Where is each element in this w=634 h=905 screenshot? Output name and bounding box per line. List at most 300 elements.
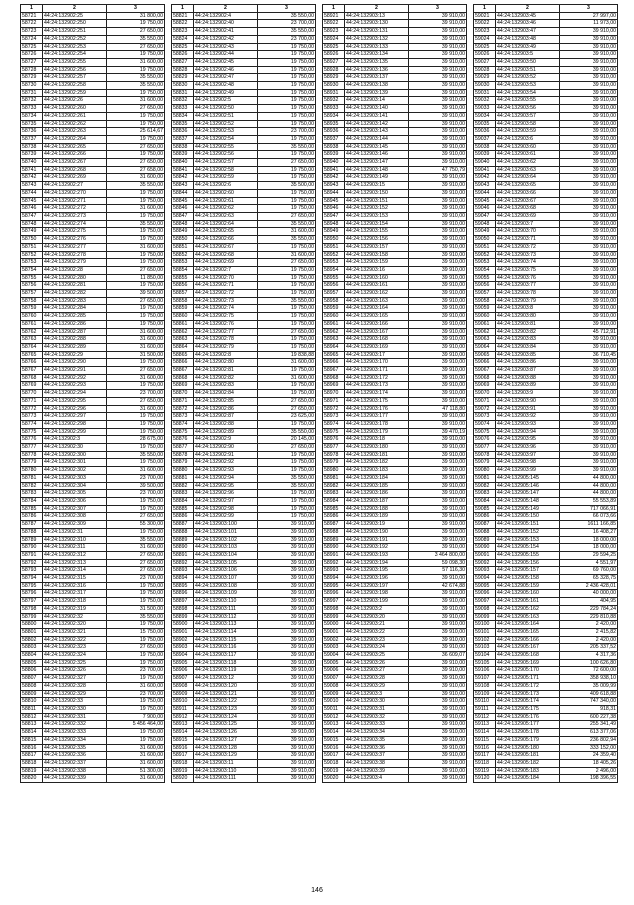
row-number-cell: 58935	[323, 120, 345, 128]
amount-cell: 19 750,00	[258, 382, 316, 390]
table-row	[172, 20, 316, 28]
table-row	[21, 228, 165, 236]
row-number-cell: 58920	[172, 775, 194, 783]
amount-cell: 39 910,00	[409, 590, 467, 598]
amount-cell: 39 910,00	[409, 135, 467, 143]
amount-cell: 3 464 800,00	[409, 551, 467, 559]
amount-cell: 39 910,00	[409, 659, 467, 667]
amount-cell: 229 810,88	[560, 613, 618, 621]
cadastral-number-cell: 44:24:132905:159	[496, 582, 560, 590]
column-header: 2	[43, 5, 107, 13]
row-number-cell: 58731	[21, 89, 43, 97]
table-row	[172, 698, 316, 706]
cadastral-number-cell: 44:24:132903:178	[345, 420, 409, 428]
cadastral-number-cell: 44:24:132902:254	[43, 51, 107, 59]
amount-cell: 35 550,00	[258, 220, 316, 228]
row-number-cell: 58993	[323, 567, 345, 575]
row-number-cell: 59017	[323, 752, 345, 760]
amount-cell: 31 600,00	[107, 759, 165, 767]
row-number-cell: 58741	[21, 166, 43, 174]
table-row	[474, 105, 618, 113]
cadastral-number-cell: 44:24:132902:277	[43, 243, 107, 251]
table-row	[172, 590, 316, 598]
row-number-cell: 58925	[323, 43, 345, 51]
table-row	[21, 490, 165, 498]
cadastral-number-cell: 44:24:132902:53	[194, 128, 258, 136]
table-row	[21, 297, 165, 305]
table-row	[474, 282, 618, 290]
row-number-cell: 59072	[474, 405, 496, 413]
cadastral-number-cell: 44:24:132902:7	[194, 266, 258, 274]
amount-cell: 72 600,00	[560, 667, 618, 675]
cadastral-number-cell: 44:24:132903:95	[496, 436, 560, 444]
table-row	[21, 397, 165, 405]
table-row	[21, 159, 165, 167]
cadastral-number-cell: 44:24:132905:151	[496, 521, 560, 529]
row-number-cell: 58791	[21, 551, 43, 559]
amount-cell: 27 650,00	[107, 43, 165, 51]
amount-cell: 19 750,00	[107, 151, 165, 159]
amount-cell: 39 910,00	[409, 305, 467, 313]
amount-cell: 39 910,00	[560, 436, 618, 444]
table-row	[21, 667, 165, 675]
amount-cell: 19 750,00	[258, 367, 316, 375]
table-row	[172, 705, 316, 713]
amount-cell: 36 609,07	[409, 652, 467, 660]
row-number-cell: 58845	[172, 197, 194, 205]
amount-cell: 333 152,00	[560, 744, 618, 752]
cadastral-number-cell: 44:24:132905:165	[496, 628, 560, 636]
cadastral-number-cell: 44:24:132902:25	[43, 12, 107, 20]
amount-cell: 19 750,00	[107, 659, 165, 667]
cadastral-number-cell: 44:24:132903:132	[345, 35, 409, 43]
row-number-cell: 58901	[172, 628, 194, 636]
row-number-cell: 58730	[21, 82, 43, 90]
amount-cell: 19 750,00	[107, 305, 165, 313]
amount-cell: 27 650,00	[107, 397, 165, 405]
amount-cell: 31 600,00	[107, 328, 165, 336]
row-number-cell: 58781	[21, 474, 43, 482]
row-number-cell: 59092	[474, 559, 496, 567]
table-row	[172, 690, 316, 698]
row-number-cell: 59012	[323, 713, 345, 721]
amount-cell: 39 910,00	[409, 613, 467, 621]
cadastral-number-cell: 44:24:132903:173	[345, 382, 409, 390]
table-row	[172, 58, 316, 66]
row-number-cell: 59028	[474, 66, 496, 74]
amount-cell: 39 910,00	[560, 359, 618, 367]
cadastral-number-cell: 44:24:132903:66	[496, 189, 560, 197]
amount-cell: 19 750,00	[107, 528, 165, 536]
amount-cell: 39 910,00	[560, 51, 618, 59]
amount-cell: 918,31	[560, 705, 618, 713]
row-number-cell: 59088	[474, 528, 496, 536]
amount-cell: 39 910,00	[409, 482, 467, 490]
table-row	[21, 251, 165, 259]
amount-cell: 19 750,00	[258, 205, 316, 213]
cadastral-number-cell: 44:24:132903:94	[496, 428, 560, 436]
table-row	[172, 82, 316, 90]
amount-cell: 27 650,00	[107, 297, 165, 305]
table-row	[172, 652, 316, 660]
cadastral-number-cell: 44:24:132903:83	[496, 336, 560, 344]
cadastral-number-cell: 44:24:132905:173	[496, 690, 560, 698]
cadastral-number-cell: 44:24:132902:314	[43, 567, 107, 575]
amount-cell: 39 910,00	[560, 382, 618, 390]
table-row	[323, 290, 467, 298]
cadastral-number-cell: 44:24:132903:155	[345, 228, 409, 236]
table-row	[474, 482, 618, 490]
row-number-cell: 58769	[21, 382, 43, 390]
row-number-cell: 58954	[323, 266, 345, 274]
row-number-cell: 58775	[21, 428, 43, 436]
row-number-cell: 58835	[172, 120, 194, 128]
row-number-cell: 58846	[172, 205, 194, 213]
row-number-cell: 58790	[21, 544, 43, 552]
table-row	[323, 759, 467, 767]
cadastral-number-cell: 44:24:132902:32	[43, 613, 107, 621]
table-row	[474, 128, 618, 136]
amount-cell: 39 910,00	[560, 82, 618, 90]
amount-cell: 2 415,82	[560, 628, 618, 636]
cadastral-number-cell: 44:24:132902:85	[194, 397, 258, 405]
cadastral-number-cell: 44:24:132903:98	[496, 459, 560, 467]
cadastral-number-cell: 44:24:132903:141	[345, 112, 409, 120]
amount-cell: 36 710,45	[560, 351, 618, 359]
cadastral-number-cell: 44:24:132902:66	[194, 236, 258, 244]
cadastral-number-cell: 44:24:132903:180	[345, 444, 409, 452]
table-row	[21, 521, 165, 529]
amount-cell: 39 910,00	[409, 128, 467, 136]
row-number-cell: 58997	[323, 598, 345, 606]
row-number-cell: 58953	[323, 259, 345, 267]
amount-cell: 39 910,00	[258, 544, 316, 552]
row-number-cell: 58951	[323, 243, 345, 251]
cadastral-number-cell: 44:24:132903:58	[496, 120, 560, 128]
row-number-cell: 58820	[21, 775, 43, 783]
cadastral-number-cell: 44:24:132903:30	[345, 698, 409, 706]
cadastral-number-cell: 44:24:132903:49	[496, 43, 560, 51]
amount-cell: 35 009,99	[560, 682, 618, 690]
row-number-cell: 58916	[172, 744, 194, 752]
row-number-cell: 58931	[323, 89, 345, 97]
row-number-cell: 58864	[172, 343, 194, 351]
table-row	[323, 143, 467, 151]
amount-cell: 35 550,00	[107, 536, 165, 544]
cadastral-number-cell: 44:24:132902:279	[43, 259, 107, 267]
cadastral-number-cell: 44:24:132903:25	[345, 652, 409, 660]
cadastral-number-cell: 44:24:132903:75	[496, 266, 560, 274]
table-row	[323, 151, 467, 159]
row-number-cell: 59047	[474, 212, 496, 220]
amount-cell: 39 910,00	[409, 320, 467, 328]
cadastral-number-cell: 44:24:132903:135	[345, 58, 409, 66]
table-row	[474, 752, 618, 760]
cadastral-number-cell: 44:24:132902:62	[194, 205, 258, 213]
cadastral-number-cell: 44:24:132903:71	[496, 236, 560, 244]
table-row	[474, 775, 618, 783]
cadastral-number-cell: 44:24:132905:150	[496, 513, 560, 521]
table-row	[474, 436, 618, 444]
amount-cell: 27 997,00	[560, 12, 618, 20]
cadastral-number-cell: 44:24:132905:146	[496, 482, 560, 490]
row-number-cell: 58776	[21, 436, 43, 444]
row-number-cell: 58803	[21, 644, 43, 652]
row-number-cell: 58982	[323, 482, 345, 490]
cadastral-number-cell: 44:24:132903:59	[496, 128, 560, 136]
amount-cell: 39 910,00	[409, 259, 467, 267]
row-number-cell: 58836	[172, 128, 194, 136]
table-row	[323, 243, 467, 251]
row-number-cell: 59052	[474, 251, 496, 259]
table-row	[172, 282, 316, 290]
row-number-cell: 58952	[323, 251, 345, 259]
row-number-cell: 58749	[21, 228, 43, 236]
cadastral-number-cell: 44:24:132902:263	[43, 128, 107, 136]
table-row	[323, 459, 467, 467]
table-row	[21, 343, 165, 351]
amount-cell: 39 910,00	[560, 97, 618, 105]
row-number-cell: 58754	[21, 266, 43, 274]
table-row	[21, 613, 165, 621]
row-number-cell: 58745	[21, 197, 43, 205]
amount-cell: 19 750,00	[258, 174, 316, 182]
amount-cell: 39 910,00	[409, 313, 467, 321]
table-row	[323, 390, 467, 398]
row-number-cell: 58908	[172, 682, 194, 690]
row-number-cell: 58830	[172, 82, 194, 90]
amount-cell: 39 910,00	[560, 151, 618, 159]
cadastral-number-cell: 44:24:132903:89	[496, 382, 560, 390]
cadastral-number-cell: 44:24:132902:295	[43, 397, 107, 405]
cadastral-number-cell: 44:24:132902:307	[43, 505, 107, 513]
row-number-cell: 59075	[474, 428, 496, 436]
table-row	[21, 628, 165, 636]
cadastral-number-cell: 44:24:132902:80	[194, 359, 258, 367]
row-number-cell: 58801	[21, 628, 43, 636]
cadastral-number-cell: 44:24:132903:79	[496, 297, 560, 305]
table-row	[21, 413, 165, 421]
cadastral-number-cell: 44:24:132903:22	[345, 628, 409, 636]
cadastral-number-cell: 44:24:132903:175	[345, 397, 409, 405]
row-number-cell: 59080	[474, 467, 496, 475]
table-row	[21, 675, 165, 683]
cadastral-number-cell: 44:24:132902:74	[194, 305, 258, 313]
row-number-cell: 59016	[323, 744, 345, 752]
row-number-cell: 58739	[21, 151, 43, 159]
cadastral-number-cell: 44:24:132903:172	[345, 374, 409, 382]
amount-cell: 19 750,00	[107, 621, 165, 629]
amount-cell: 27 650,00	[258, 328, 316, 336]
amount-cell: 39 910,00	[560, 74, 618, 82]
cadastral-number-cell: 44:24:132902:265	[43, 143, 107, 151]
row-number-cell: 58869	[172, 382, 194, 390]
table-row	[474, 575, 618, 583]
amount-cell: 19 750,00	[107, 698, 165, 706]
row-number-cell: 59115	[474, 736, 496, 744]
table-row	[323, 343, 467, 351]
row-number-cell: 59073	[474, 413, 496, 421]
table-row	[323, 58, 467, 66]
cadastral-number-cell: 44:24:132903:152	[345, 205, 409, 213]
amount-cell: 39 910,00	[409, 382, 467, 390]
table-row	[172, 259, 316, 267]
table-row	[21, 166, 165, 174]
row-number-cell: 59027	[474, 58, 496, 66]
amount-cell: 19 750,00	[107, 20, 165, 28]
amount-cell: 39 910,00	[258, 698, 316, 706]
cadastral-number-cell: 44:24:132905:152	[496, 528, 560, 536]
table-row	[21, 243, 165, 251]
amount-cell: 7 900,00	[107, 713, 165, 721]
amount-cell: 39 910,00	[409, 182, 467, 190]
row-number-cell: 58987	[323, 521, 345, 529]
amount-cell: 31 600,00	[107, 97, 165, 105]
cadastral-number-cell: 44:24:132905:160	[496, 590, 560, 598]
row-number-cell: 58890	[172, 544, 194, 552]
row-number-cell: 58888	[172, 528, 194, 536]
amount-cell: 39 910,00	[409, 767, 467, 775]
amount-cell: 39 910,00	[409, 744, 467, 752]
cadastral-number-cell: 44:24:132905:157	[496, 567, 560, 575]
amount-cell: 39 910,00	[560, 182, 618, 190]
cadastral-number-cell: 44:24:132902:47	[194, 74, 258, 82]
table-row	[172, 536, 316, 544]
cadastral-number-cell: 44:24:132902:334	[43, 736, 107, 744]
amount-cell: 39 910,00	[409, 228, 467, 236]
table-row	[21, 105, 165, 113]
amount-cell: 65 328,75	[560, 575, 618, 583]
cadastral-number-cell: 44:24:132903:12	[194, 675, 258, 683]
amount-cell: 27 650,00	[107, 567, 165, 575]
cadastral-number-cell: 44:24:132902:300	[43, 451, 107, 459]
row-number-cell: 58799	[21, 613, 43, 621]
row-number-cell: 58843	[172, 182, 194, 190]
cadastral-number-cell: 44:24:132903:99	[496, 467, 560, 475]
table-row	[474, 120, 618, 128]
row-number-cell: 58853	[172, 259, 194, 267]
table-row	[474, 721, 618, 729]
row-number-cell: 59045	[474, 197, 496, 205]
table-row	[172, 775, 316, 783]
row-number-cell: 59039	[474, 151, 496, 159]
table-row	[172, 551, 316, 559]
row-number-cell: 58971	[323, 397, 345, 405]
row-number-cell: 59084	[474, 498, 496, 506]
amount-cell: 205 337,52	[560, 644, 618, 652]
table-row	[21, 575, 165, 583]
table-row	[474, 174, 618, 182]
amount-cell: 69 760,00	[560, 567, 618, 575]
table-row	[172, 351, 316, 359]
table-row	[172, 336, 316, 344]
amount-cell: 39 910,00	[560, 66, 618, 74]
table-row	[474, 644, 618, 652]
row-number-cell: 59095	[474, 582, 496, 590]
row-number-cell: 58991	[323, 551, 345, 559]
cadastral-number-cell: 44:24:132902:321	[43, 628, 107, 636]
cadastral-number-cell: 44:24:132903:17	[345, 351, 409, 359]
row-number-cell: 58893	[172, 567, 194, 575]
cadastral-number-cell: 44:24:132902:81	[194, 367, 258, 375]
cadastral-number-cell: 44:24:132902:50	[194, 105, 258, 113]
row-number-cell: 58881	[172, 474, 194, 482]
table-row	[172, 575, 316, 583]
row-number-cell: 58733	[21, 105, 43, 113]
row-number-cell: 58797	[21, 598, 43, 606]
amount-cell: 39 910,00	[409, 374, 467, 382]
cadastral-number-cell: 44:24:132903:91	[496, 405, 560, 413]
cadastral-number-cell: 44:24:132905:154	[496, 544, 560, 552]
table-row	[172, 729, 316, 737]
amount-cell: 11 850,00	[107, 274, 165, 282]
amount-cell: 19 750,00	[107, 444, 165, 452]
cadastral-number-cell: 44:24:132903:193	[345, 551, 409, 559]
table-row	[172, 343, 316, 351]
row-number-cell: 58752	[21, 251, 43, 259]
row-number-cell: 59118	[474, 759, 496, 767]
row-number-cell: 58743	[21, 182, 43, 190]
table-row	[21, 513, 165, 521]
row-number-cell: 58763	[21, 336, 43, 344]
row-number-cell: 59040	[474, 159, 496, 167]
table-row	[21, 428, 165, 436]
cadastral-number-cell: 44:24:132902:333	[43, 729, 107, 737]
amount-cell: 11 973,00	[560, 20, 618, 28]
table-row	[172, 320, 316, 328]
row-number-cell: 58938	[323, 143, 345, 151]
amount-cell: 27 650,00	[107, 367, 165, 375]
amount-cell: 613 377,06	[560, 729, 618, 737]
cadastral-number-cell: 44:24:132903:65	[496, 182, 560, 190]
amount-cell: 29 594,25	[560, 551, 618, 559]
amount-cell: 39 910,00	[409, 682, 467, 690]
row-number-cell: 59059	[474, 305, 496, 313]
row-number-cell: 58934	[323, 112, 345, 120]
amount-cell: 39 910,00	[560, 105, 618, 113]
cadastral-number-cell: 44:24:132903:21	[345, 621, 409, 629]
cadastral-number-cell: 44:24:132903:57	[496, 112, 560, 120]
cadastral-number-cell: 44:24:132903:167	[345, 328, 409, 336]
cadastral-number-cell: 44:24:132902:287	[43, 328, 107, 336]
amount-cell: 19 750,00	[107, 598, 165, 606]
cadastral-number-cell: 44:24:132905:149	[496, 505, 560, 513]
table-row	[323, 328, 467, 336]
row-number-cell: 58768	[21, 374, 43, 382]
column-header: 1	[323, 5, 345, 13]
row-number-cell: 58941	[323, 166, 345, 174]
row-number-cell: 59042	[474, 174, 496, 182]
row-number-cell: 59057	[474, 290, 496, 298]
row-number-cell: 59019	[323, 767, 345, 775]
row-number-cell: 58777	[21, 444, 43, 452]
table-row	[172, 413, 316, 421]
row-number-cell: 58972	[323, 405, 345, 413]
amount-cell: 39 910,00	[258, 582, 316, 590]
table-row	[474, 567, 618, 575]
cadastral-number-cell: 44:24:132903:147	[345, 159, 409, 167]
amount-cell: 19 750,00	[107, 189, 165, 197]
cadastral-number-cell: 44:24:132902:292	[43, 374, 107, 382]
amount-cell: 19 750,00	[107, 590, 165, 598]
table-row	[172, 135, 316, 143]
cadastral-number-cell: 44:24:132905:170	[496, 667, 560, 675]
row-number-cell: 58883	[172, 490, 194, 498]
header-row	[323, 5, 467, 13]
table-row	[172, 605, 316, 613]
amount-cell: 39 910,00	[560, 428, 618, 436]
table-row	[172, 759, 316, 767]
